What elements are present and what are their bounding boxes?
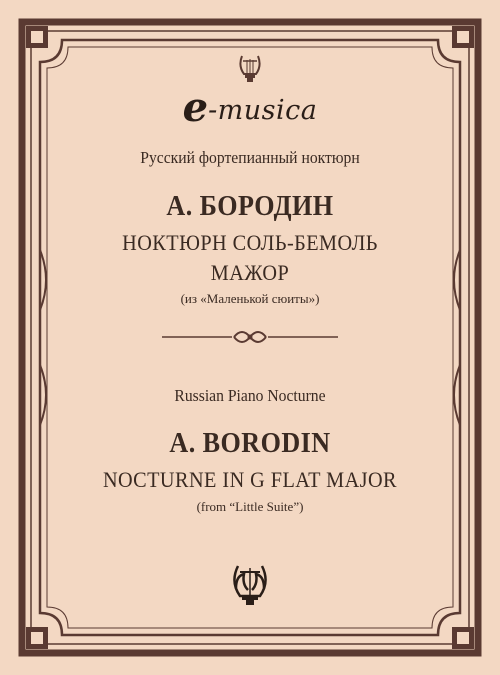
composer-name-russian: А. БОРОДИН bbox=[166, 190, 334, 222]
lyre-icon bbox=[236, 52, 264, 84]
work-title-russian-line2: МАЖОР bbox=[210, 260, 290, 285]
logo-e-letter: e bbox=[182, 84, 209, 131]
publisher-logo bbox=[0, 84, 500, 131]
ornament-divider bbox=[160, 325, 340, 349]
series-title-english: Russian Piano Nocturne bbox=[174, 386, 326, 405]
work-source-english: (from “Little Suite”) bbox=[196, 499, 304, 514]
work-source-russian: (из «Маленькой сюиты») bbox=[180, 291, 320, 306]
series-title-russian: Русский фортепианный ноктюрн bbox=[140, 148, 360, 167]
composer-name-english: A. BORODIN bbox=[169, 427, 331, 459]
work-title-russian-line1: НОКТЮРН СОЛЬ-БЕМОЛЬ bbox=[122, 230, 378, 255]
logo-word: -musica bbox=[208, 95, 318, 126]
work-title-english: NOCTURNE IN G FLAT MAJOR bbox=[102, 467, 398, 492]
muzyka-lyre-logo-icon bbox=[228, 560, 272, 608]
